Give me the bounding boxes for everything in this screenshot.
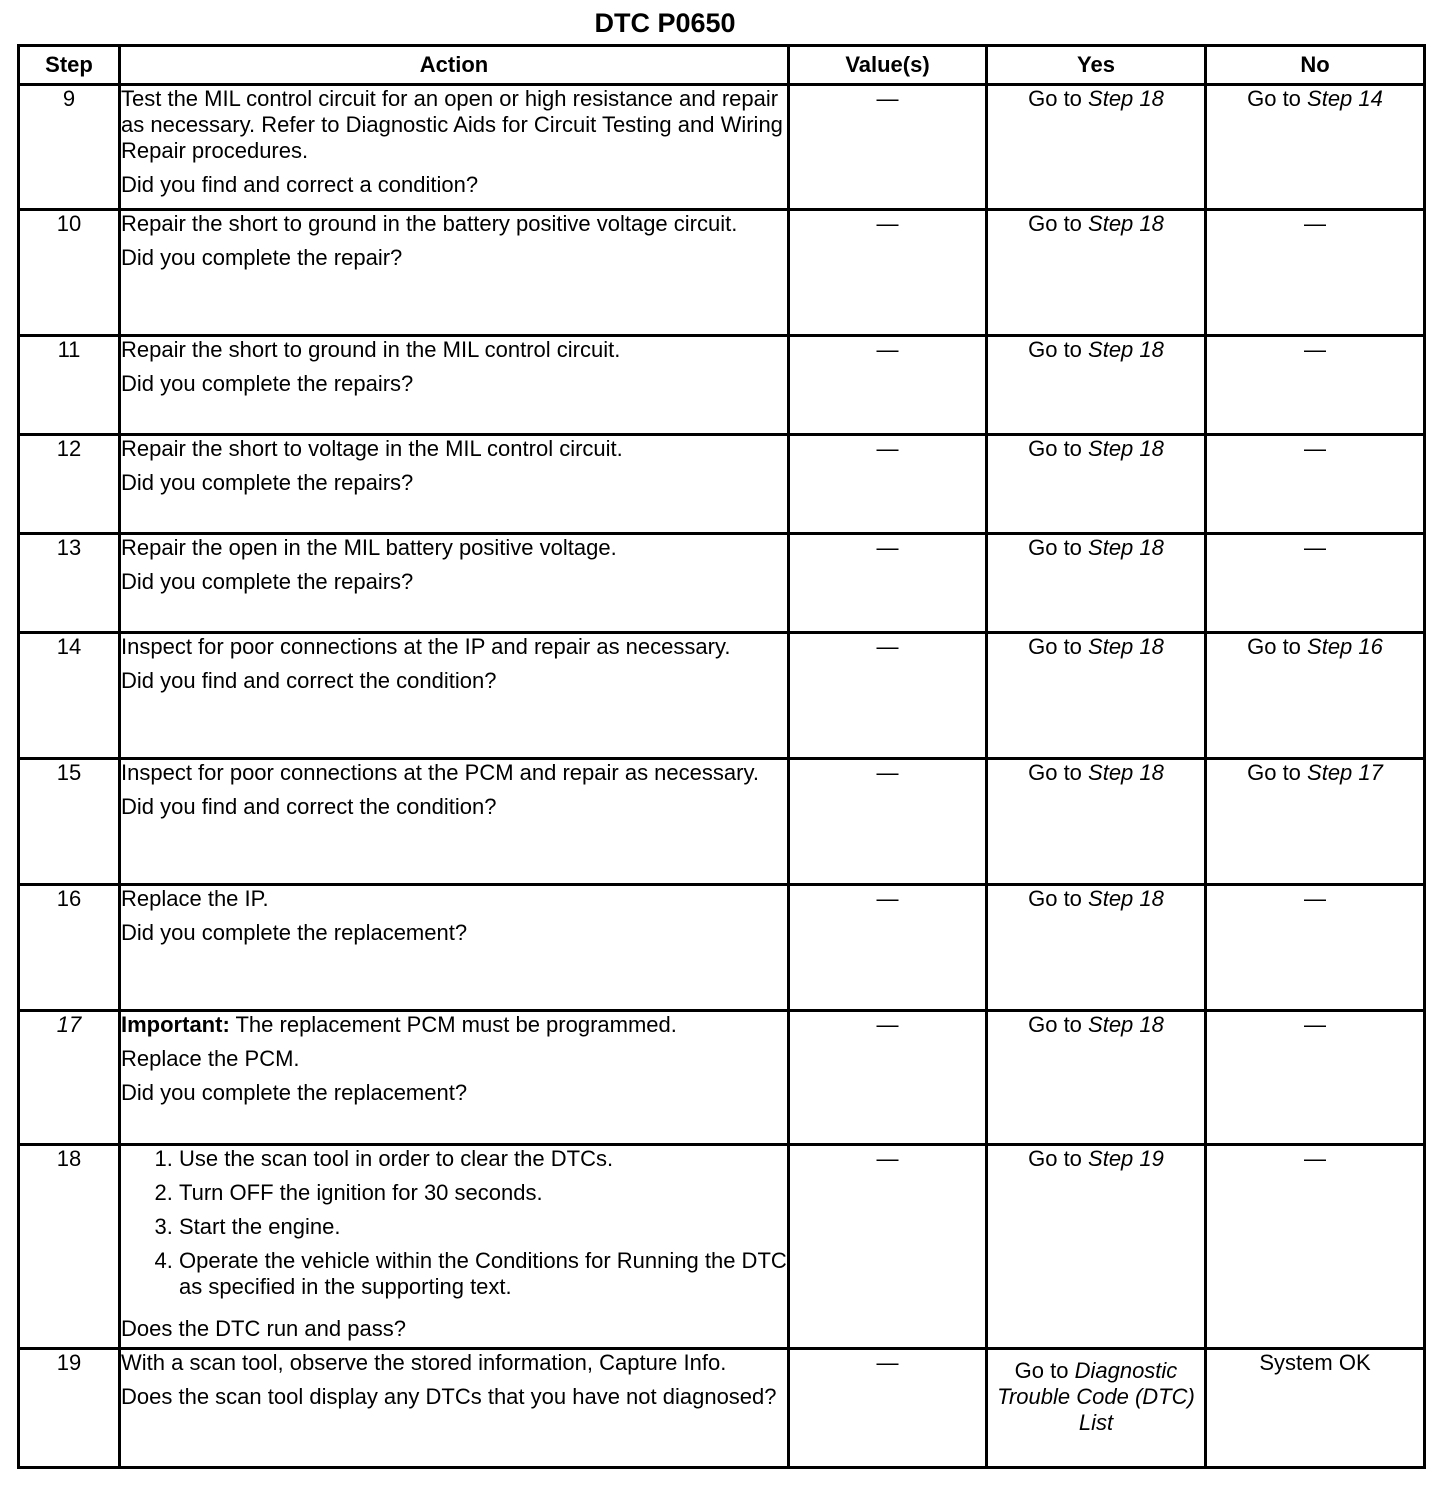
no-cell: — xyxy=(1206,1011,1425,1145)
yes-cell xyxy=(987,1349,1206,1468)
go-to-text: Go to xyxy=(1028,86,1089,111)
action-cell xyxy=(120,1011,789,1145)
step-link[interactable]: Step 18 xyxy=(1088,886,1164,911)
step-number: 10 xyxy=(19,210,120,336)
value-cell: — xyxy=(789,759,987,885)
go-to-text: Go to xyxy=(1028,886,1089,911)
action-question: Did you find and correct the condition? xyxy=(121,668,497,693)
value-cell: — xyxy=(789,1349,987,1468)
go-to-text: Go to xyxy=(1014,1358,1075,1383)
action-question: Did you complete the repairs? xyxy=(121,371,414,396)
value-cell: — xyxy=(789,534,987,633)
action-cell xyxy=(120,336,789,435)
action-text: Repair the short to ground in the MIL control circuit. xyxy=(121,337,621,362)
action-cell xyxy=(120,210,789,336)
yes-cell xyxy=(987,633,1206,759)
step-link[interactable]: Step 14 xyxy=(1307,86,1383,111)
step-link[interactable]: Step 18 xyxy=(1088,337,1164,362)
yes-cell xyxy=(987,336,1206,435)
table-row xyxy=(19,1349,1425,1468)
step-number: 18 xyxy=(19,1145,120,1349)
go-to-text: Go to xyxy=(1247,760,1308,785)
no-cell: — xyxy=(1206,885,1425,1011)
action-question: Did you complete the repairs? xyxy=(121,569,414,594)
step-number: 17 xyxy=(19,1011,120,1145)
yes-cell xyxy=(987,1011,1206,1145)
action-question: Did you complete the repair? xyxy=(121,245,403,270)
action-question: Did you find and correct a condition? xyxy=(121,172,479,197)
go-to-text: Go to xyxy=(1028,535,1089,560)
value-cell: — xyxy=(789,210,987,336)
important-note xyxy=(121,1012,787,1038)
step-number: 13 xyxy=(19,534,120,633)
header-yes: Yes xyxy=(987,46,1206,85)
table-row xyxy=(19,210,1425,336)
action-cell xyxy=(120,1349,789,1468)
action-question: Did you complete the replacement? xyxy=(121,1080,468,1105)
table-row xyxy=(19,633,1425,759)
step-link[interactable]: Step 18 xyxy=(1088,535,1164,560)
table-row xyxy=(19,435,1425,534)
table-row xyxy=(19,885,1425,1011)
table-row xyxy=(19,759,1425,885)
go-to-text: Go to xyxy=(1028,634,1089,659)
list-item: 3. Start the engine. xyxy=(179,1214,787,1240)
action-text: Inspect for poor connections at the IP and repair as necessary. xyxy=(121,634,731,659)
no-cell xyxy=(1206,759,1425,885)
value-cell: — xyxy=(789,336,987,435)
step-link[interactable]: Step 18 xyxy=(1088,1012,1164,1037)
value-cell: — xyxy=(789,435,987,534)
action-text: Repair the open in the MIL battery positive voltage. xyxy=(121,535,617,560)
value-cell: — xyxy=(789,85,987,210)
page-title: DTC P0650 xyxy=(594,8,736,38)
header-step: Step xyxy=(19,46,120,85)
step-number: 14 xyxy=(19,633,120,759)
procedure-list xyxy=(121,1146,787,1308)
action-cell xyxy=(120,759,789,885)
dtc-list-link[interactable]: Diagnostic Trouble Code (DTC) List xyxy=(997,1358,1195,1435)
step-link[interactable]: Step 18 xyxy=(1088,86,1164,111)
table-row xyxy=(19,336,1425,435)
step-number: 19 xyxy=(19,1349,120,1468)
diagnostic-table xyxy=(17,44,1426,1469)
action-text: Inspect for poor connections at the PCM and repair as necessary. xyxy=(121,760,759,785)
action-cell xyxy=(120,633,789,759)
go-to-text: Go to xyxy=(1247,86,1308,111)
no-cell xyxy=(1206,633,1425,759)
step-number: 15 xyxy=(19,759,120,885)
no-cell: — xyxy=(1206,534,1425,633)
list-item: 4. Operate the vehicle within the Conditions for Running the DTC as specified in the supporting text. xyxy=(179,1248,787,1300)
action-cell xyxy=(120,1145,789,1349)
action-question: Did you complete the replacement? xyxy=(121,920,468,945)
no-cell: System OK xyxy=(1206,1349,1425,1468)
action-cell xyxy=(120,435,789,534)
action-cell xyxy=(120,85,789,210)
no-cell: — xyxy=(1206,336,1425,435)
go-to-text: Go to xyxy=(1028,211,1089,236)
step-link[interactable]: Step 18 xyxy=(1088,436,1164,461)
list-item: 2. Turn OFF the ignition for 30 seconds. xyxy=(179,1180,787,1206)
go-to-text: Go to xyxy=(1247,634,1308,659)
header-action: Action xyxy=(120,46,789,85)
important-label: Important: xyxy=(121,1012,230,1037)
go-to-text: Go to xyxy=(1028,760,1089,785)
step-link[interactable]: Step 17 xyxy=(1307,760,1383,785)
action-question: Does the DTC run and pass? xyxy=(121,1316,406,1341)
header-no: No xyxy=(1206,46,1425,85)
step-number: 12 xyxy=(19,435,120,534)
table-row xyxy=(19,1011,1425,1145)
table-row xyxy=(19,85,1425,210)
action-text: Test the MIL control circuit for an open or high resistance and repair as necessary. Refer to Diagnostic Aids for Circuit Testing and Wiring Repair procedures. xyxy=(121,86,783,163)
go-to-text: Go to xyxy=(1028,436,1089,461)
go-to-text: Go to xyxy=(1028,337,1089,362)
header-values: Value(s) xyxy=(789,46,987,85)
list-item: 1. Use the scan tool in order to clear the DTCs. xyxy=(179,1146,787,1172)
step-number: 9 xyxy=(19,85,120,210)
action-question: Did you complete the repairs? xyxy=(121,470,414,495)
yes-cell xyxy=(987,210,1206,336)
no-cell: — xyxy=(1206,435,1425,534)
yes-cell xyxy=(987,534,1206,633)
value-cell: — xyxy=(789,1145,987,1349)
action-text: Repair the short to voltage in the MIL control circuit. xyxy=(121,436,623,461)
action-text: With a scan tool, observe the stored information, Capture Info. xyxy=(121,1350,727,1375)
action-question: Did you find and correct the condition? xyxy=(121,794,497,819)
table-row xyxy=(19,534,1425,633)
value-cell: — xyxy=(789,885,987,1011)
yes-cell xyxy=(987,759,1206,885)
step-link[interactable]: Step 18 xyxy=(1088,634,1164,659)
header-row xyxy=(19,46,1425,85)
step-link[interactable]: Step 19 xyxy=(1088,1146,1164,1171)
go-to-text: Go to xyxy=(1028,1146,1089,1171)
action-text: Repair the short to ground in the battery positive voltage circuit. xyxy=(121,211,738,236)
value-cell: — xyxy=(789,633,987,759)
step-link[interactable]: Step 16 xyxy=(1307,634,1383,659)
no-cell xyxy=(1206,85,1425,210)
no-cell: — xyxy=(1206,210,1425,336)
yes-cell xyxy=(987,1145,1206,1349)
action-cell xyxy=(120,534,789,633)
action-question: Does the scan tool display any DTCs that you have not diagnosed? xyxy=(121,1384,777,1409)
table-row xyxy=(19,1145,1425,1349)
action-text: Replace the IP. xyxy=(121,886,269,911)
yes-cell xyxy=(987,435,1206,534)
no-cell: — xyxy=(1206,1145,1425,1349)
important-text: The replacement PCM must be programmed. xyxy=(229,1012,677,1037)
step-link[interactable]: Step 18 xyxy=(1088,211,1164,236)
action-cell xyxy=(120,885,789,1011)
go-to-text: Go to xyxy=(1028,1012,1089,1037)
step-number: 11 xyxy=(19,336,120,435)
yes-cell xyxy=(987,885,1206,1011)
value-cell: — xyxy=(789,1011,987,1145)
yes-cell xyxy=(987,85,1206,210)
step-number: 16 xyxy=(19,885,120,1011)
step-link[interactable]: Step 18 xyxy=(1088,760,1164,785)
action-text: Replace the PCM. xyxy=(121,1046,300,1071)
